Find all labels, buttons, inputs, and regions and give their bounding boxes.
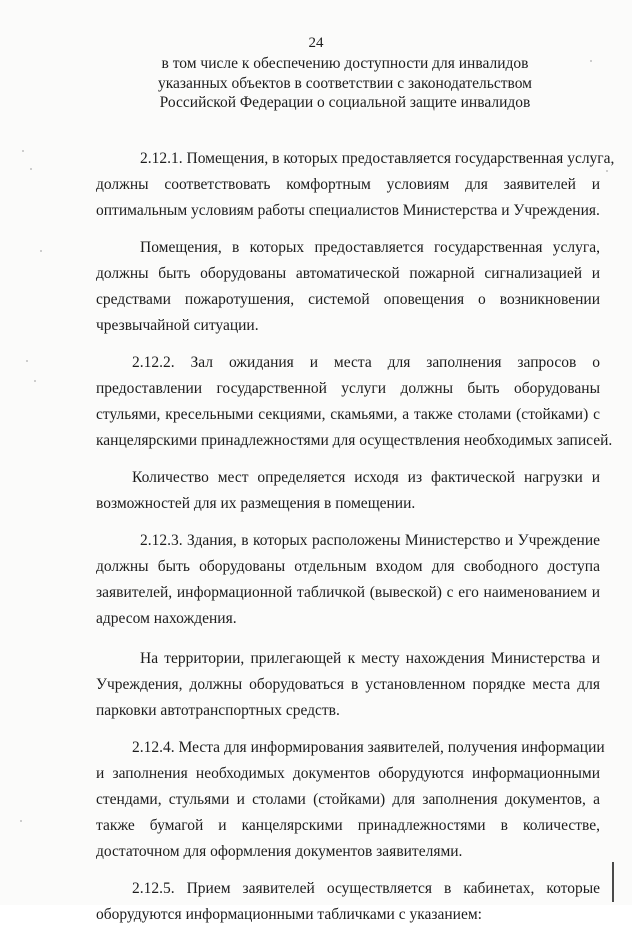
text-line: оптимальным условиям работы специалистов Министерства и Учреждения. bbox=[96, 202, 600, 219]
text-line: и заполнения необходимых документов оборудуются информационными bbox=[96, 765, 600, 782]
scan-speck bbox=[26, 360, 28, 362]
heading-line: указанных объектов в соответствии с законодательством bbox=[158, 74, 532, 92]
text-line: должны быть оборудованы отдельным входом для свободного доступа bbox=[96, 558, 600, 575]
scan-speck bbox=[34, 380, 36, 382]
paragraph-fire-safety bbox=[96, 235, 600, 339]
text-line: 2.12.2. Зал ожидания и места для заполнения запросов о bbox=[132, 354, 600, 371]
paragraph-2-12-2 bbox=[96, 350, 613, 454]
text-line: Количество мест определяется исходя из фактической нагрузки и bbox=[132, 469, 600, 486]
scan-speck bbox=[22, 150, 24, 152]
text-line: оборудуются информационными табличками с указанием: bbox=[96, 906, 482, 923]
text-line: стендами, стульями и столами (стойками) для заполнения документов, а bbox=[96, 791, 600, 808]
paragraph-2-12-3 bbox=[96, 528, 600, 632]
text-line: предоставлении государственной услуги должны быть оборудованы bbox=[96, 380, 600, 397]
text-line: возможностей для их размещения в помещении. bbox=[96, 495, 416, 512]
text-line: 2.12.3. Здания, в которых расположены Министерство и Учреждение bbox=[140, 532, 600, 549]
scan-speck bbox=[40, 250, 42, 252]
text-line: 2.12.4. Места для информирования заявителей, получения информации bbox=[132, 739, 605, 756]
scan-speck bbox=[20, 820, 22, 822]
text-line: Учреждения, должны оборудоваться в установленном порядке места для bbox=[96, 676, 600, 693]
heading-line: в том числе к обеспечению доступности для инвалидов bbox=[161, 55, 529, 72]
paragraph-2-12-4 bbox=[96, 735, 605, 865]
paragraph-seats bbox=[96, 465, 600, 517]
section-heading bbox=[150, 54, 540, 113]
scan-speck bbox=[590, 60, 592, 62]
paragraph-2-12-5 bbox=[96, 876, 600, 928]
paragraph-parking bbox=[96, 646, 600, 724]
paragraph-2-12-1 bbox=[96, 146, 615, 224]
text-line: канцелярскими принадлежностями для осуществления необходимых записей. bbox=[96, 432, 613, 449]
heading-line: Российской Федерации о социальной защите инвалидов bbox=[159, 94, 531, 111]
body-text bbox=[96, 146, 615, 928]
text-line: На территории, прилегающей к месту нахождения Министерства и bbox=[140, 650, 600, 667]
text-line: также бумагой и канцелярскими принадлежностями в количестве, bbox=[96, 817, 600, 834]
text-line: должны быть оборудованы автоматической пожарной сигнализацией и bbox=[96, 265, 600, 282]
text-line: Помещения, в которых предоставляется государственная услуга, bbox=[140, 239, 600, 256]
text-line: 2.12.5. Прием заявителей осуществляется в кабинетах, которые bbox=[132, 880, 600, 897]
scan-speck bbox=[30, 168, 32, 170]
text-line: достаточном для оформления документов заявителями. bbox=[96, 843, 463, 860]
text-line: 2.12.1. Помещения, в которых предоставляется государственная услуга, bbox=[140, 150, 615, 167]
page-number: 24 bbox=[308, 35, 324, 51]
text-line: парковки автотранспортных средств. bbox=[96, 702, 340, 719]
text-line: должны соответствовать комфортным условиям для заявителей и bbox=[96, 176, 600, 193]
text-line: заявителей, информационной табличкой (вывеской) с его наименованием и bbox=[96, 584, 600, 601]
text-line: чрезвычайной ситуации. bbox=[96, 317, 259, 334]
scan-edge-line bbox=[612, 862, 614, 902]
text-line: адресом нахождения. bbox=[96, 610, 237, 627]
scan-speck bbox=[606, 170, 608, 172]
text-line: средствами пожаротушения, системой оповещения о возникновении bbox=[96, 291, 600, 308]
text-line: стульями, кресельными секциями, скамьями, а также столами (стойками) с bbox=[96, 406, 600, 423]
